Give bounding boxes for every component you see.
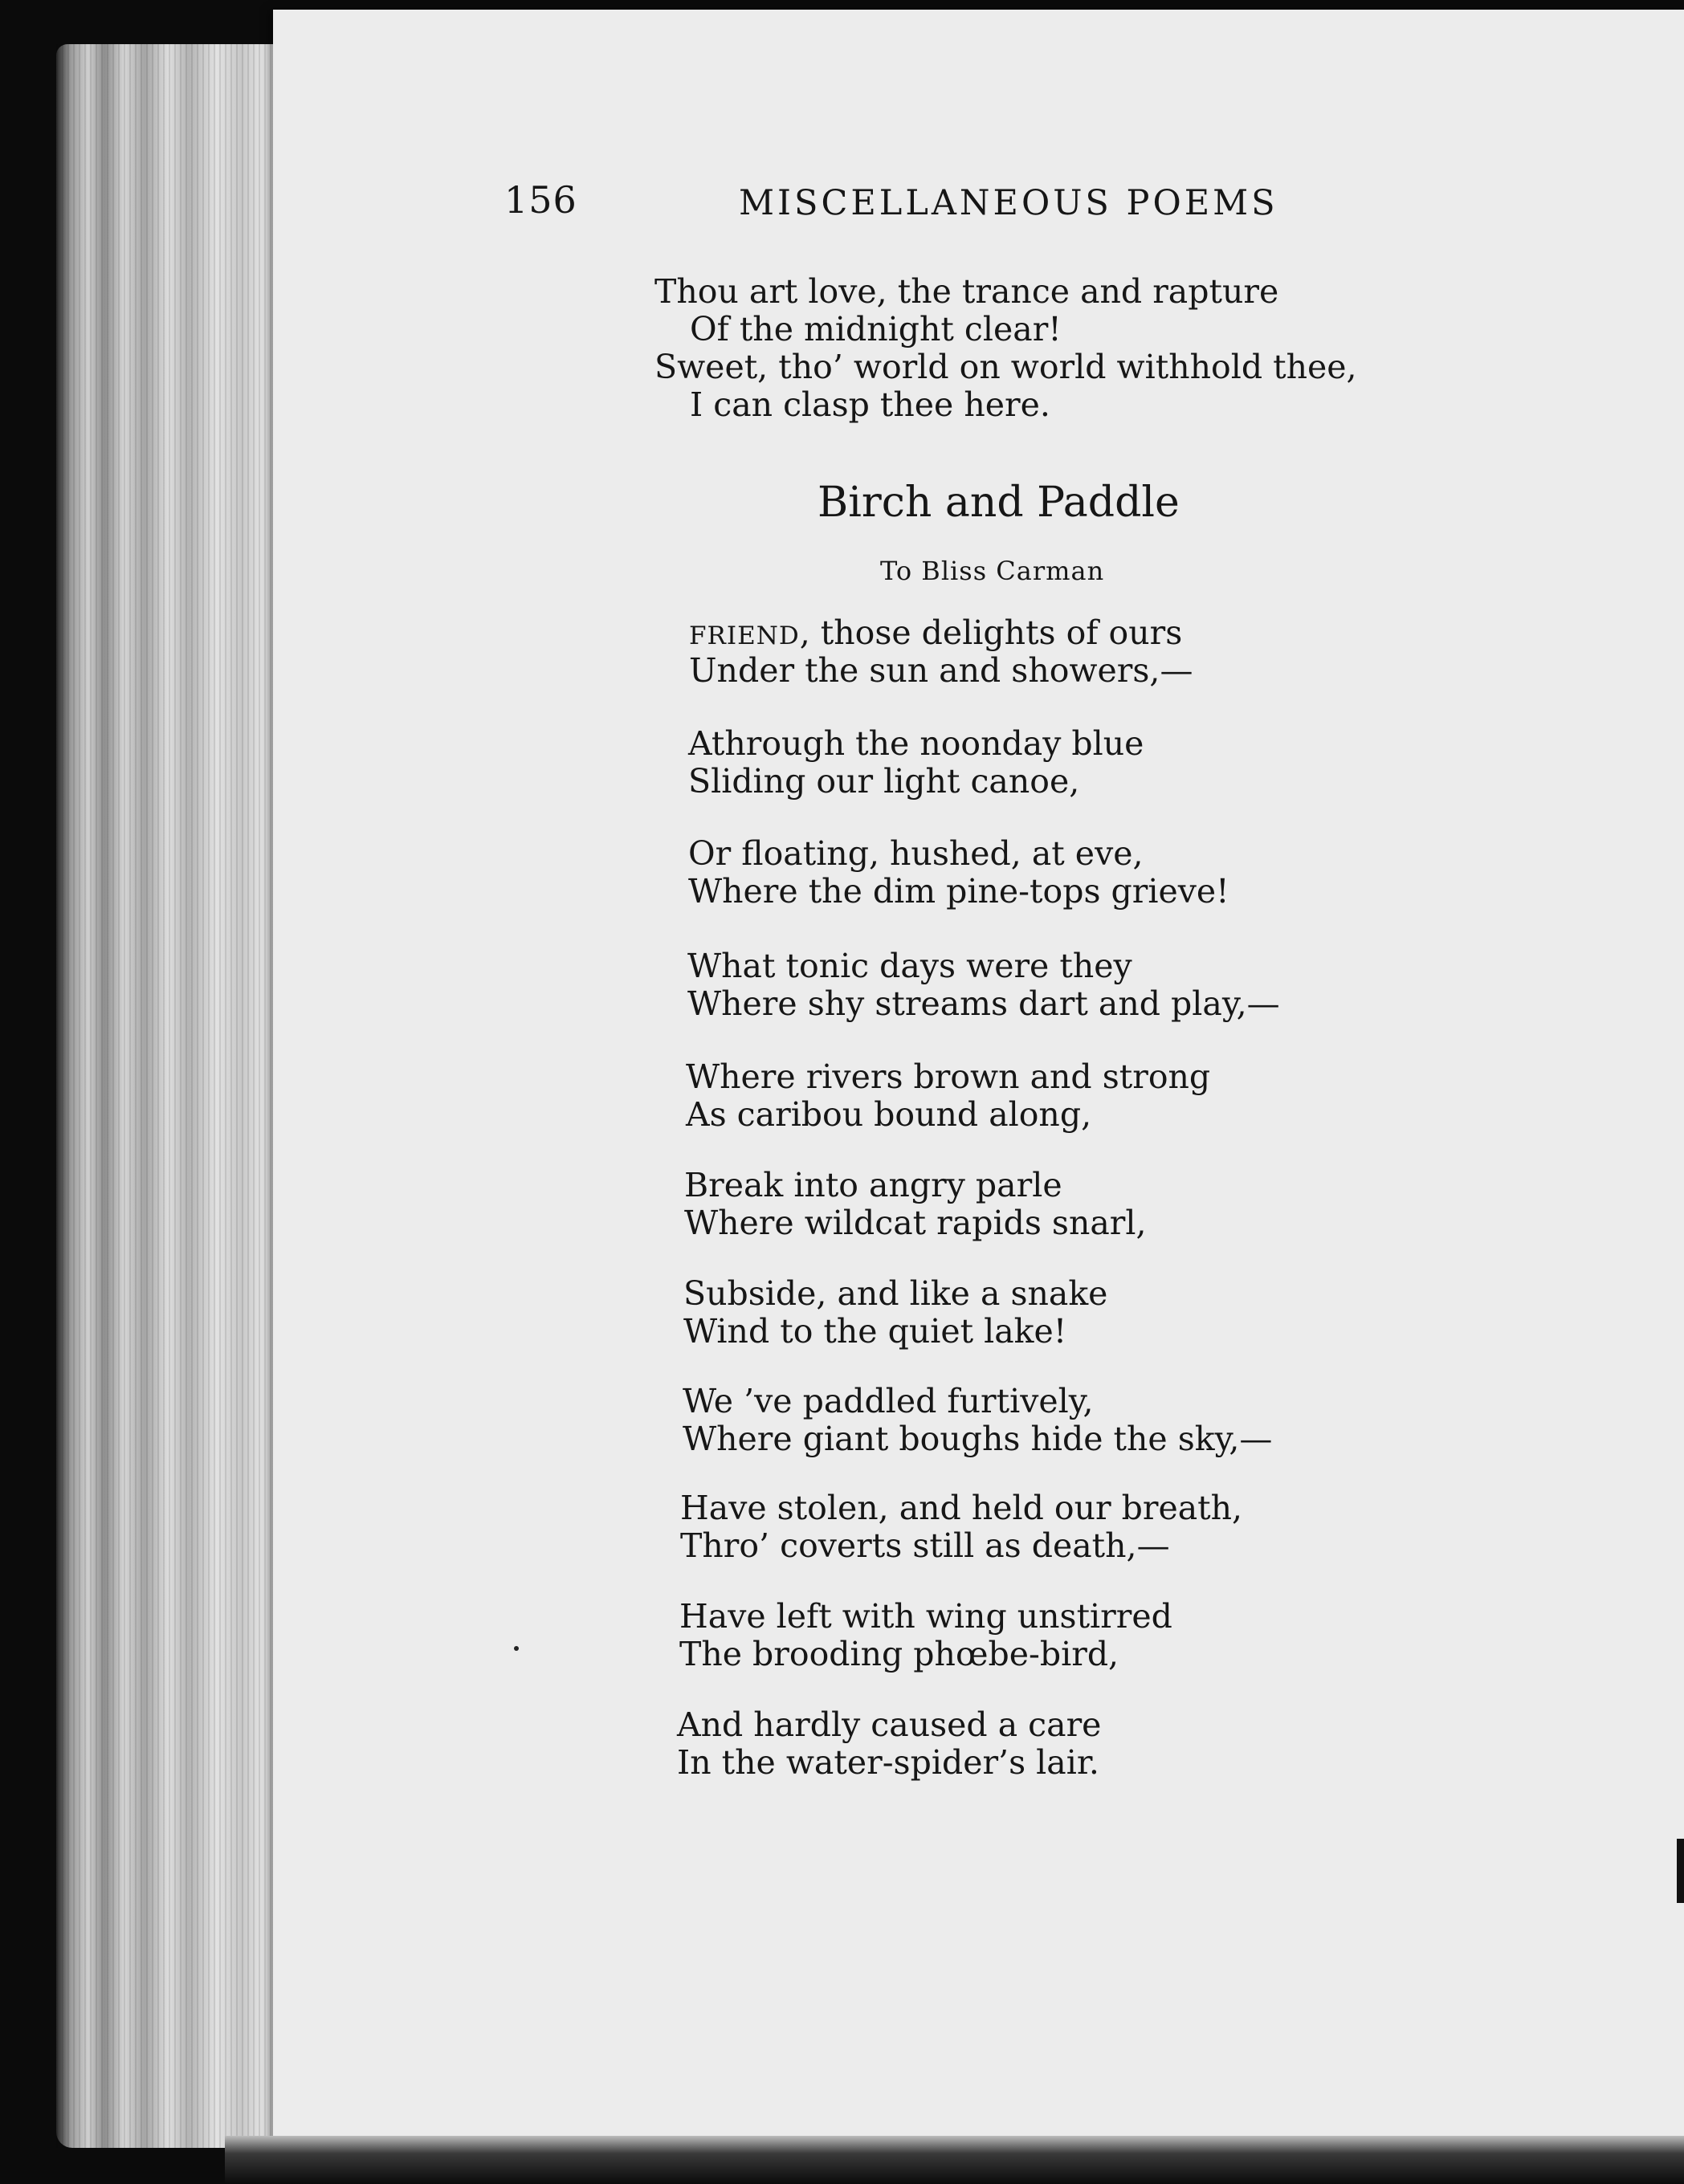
verse-line: Thro’ coverts still as death,— [680,1526,1170,1565]
verse-line: We ’ve paddled furtively, [683,1382,1094,1420]
ink-speck [514,1646,519,1651]
verse-line: Where giant boughs hide the sky,— [683,1420,1273,1458]
stanza [688,725,1144,801]
verse-line: Sweet, tho’ world on world withhold thee, [654,348,1357,386]
verse-line: Athrough the noonday blue [688,724,1144,763]
right-edge-mark [1677,1839,1684,1903]
verse-line: Where wildcat rapids snarl, [684,1204,1147,1242]
stanza [677,1706,1101,1782]
verse-line: The brooding phœbe-bird, [679,1635,1119,1673]
stanza [679,1598,1172,1673]
stanza [688,835,1229,911]
stanza [683,1383,1272,1458]
running-title: MISCELLANEOUS POEMS [739,183,1278,223]
verse-line: What tonic days were they [687,947,1132,985]
verse-line: Have left with wing unstirred [679,1597,1172,1636]
bottom-page-edge [225,2136,1684,2184]
verse-line: And hardly caused a care [677,1705,1102,1744]
stanza [687,947,1280,1023]
verse-line: Under the sun and showers,— [689,651,1193,690]
page-edges [56,44,289,2148]
stanza [680,1489,1242,1565]
verse-line: Where rivers brown and strong [686,1057,1211,1096]
verse-line: I can clasp thee here. [690,385,1050,424]
stanza [684,1167,1147,1242]
verse-line: Have stolen, and held our breath, [680,1489,1243,1527]
verse-line: As caribou bound along, [686,1095,1092,1134]
page-number: 156 [504,178,577,222]
stanza [689,614,1193,690]
verse-line: Of the midnight clear! [690,310,1062,348]
poem-dedication: To Bliss Carman [880,556,1105,586]
poem-title: Birch and Paddle [818,479,1180,527]
verse-line: Where the dim pine-tops grieve! [688,872,1229,911]
verse-line: Where shy streams dart and play,— [687,984,1280,1023]
verse-line: FRIEND, those delights of ours [689,613,1183,652]
stanza [686,1058,1210,1134]
verse-line: Sliding our light canoe, [688,762,1080,801]
stanza [683,1275,1107,1351]
verse-line: In the water-spider’s lair. [677,1743,1099,1782]
previous-poem-stanza [654,273,1357,424]
verse-line: Subside, and like a snake [683,1274,1108,1313]
verse-line: Or floating, hushed, at eve, [688,834,1144,873]
verse-line: Break into angry parle [684,1166,1062,1204]
verse-line: Thou art love, the trance and rapture [654,272,1279,311]
verse-line: Wind to the quiet lake! [683,1312,1067,1351]
first-word: FRIEND [689,621,800,650]
